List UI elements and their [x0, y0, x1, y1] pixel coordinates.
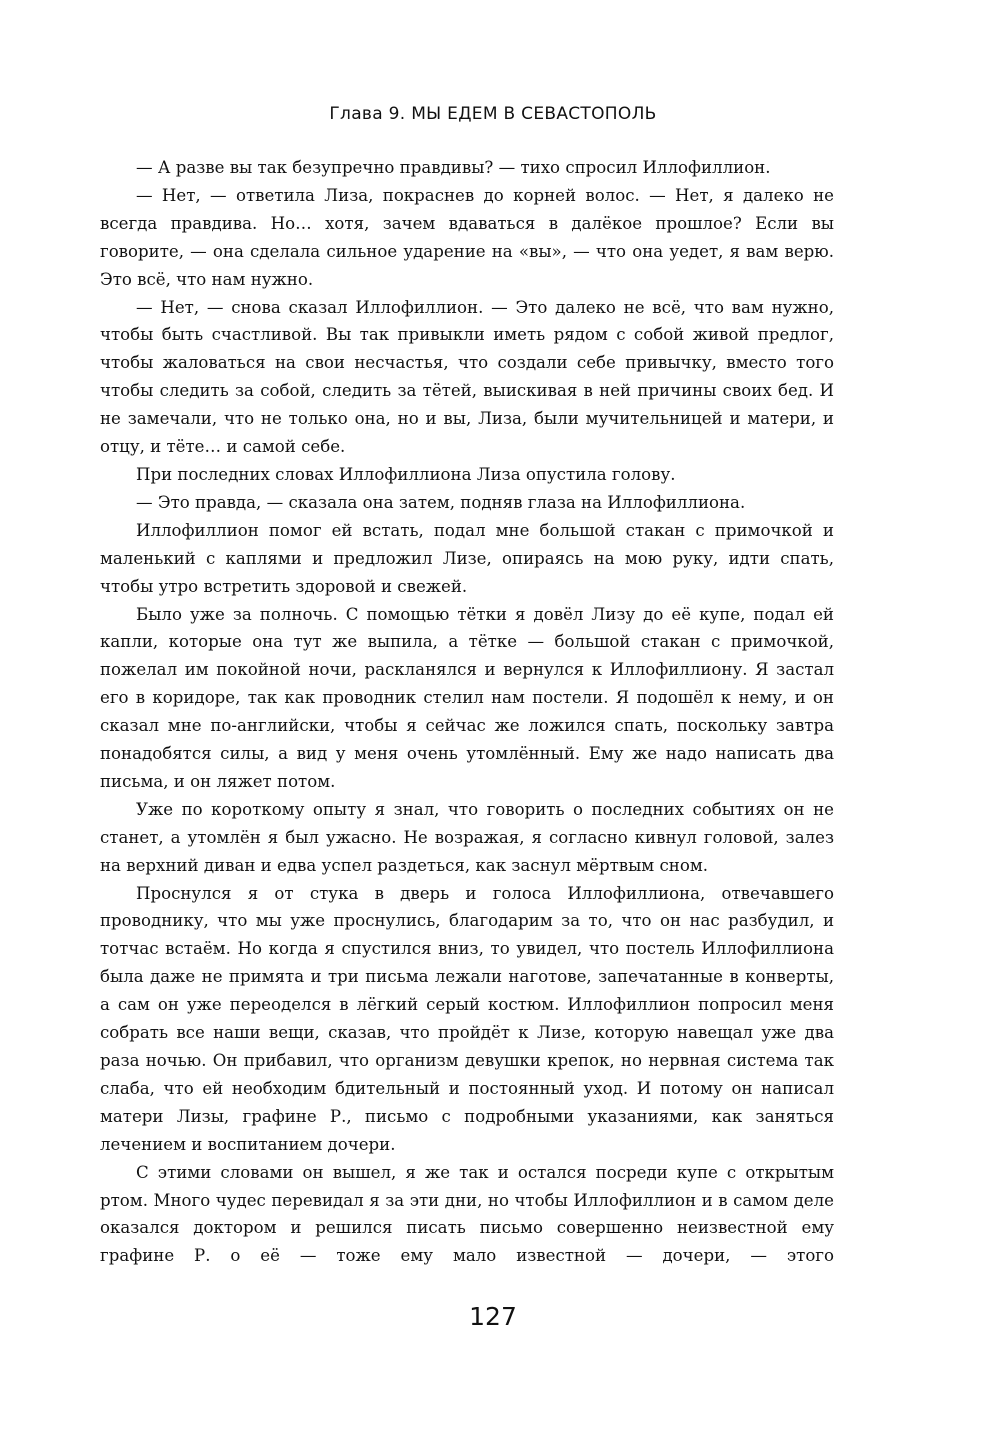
paragraph: Проснулся я от стука в дверь и голоса Иллофиллиона, отвечавшего проводнику, что мы уже проснулись, благодарим за то, что он нас разбудил, и тотчас встаём. Но когда я спустился вниз, то увидел, что постель Иллофиллиона была даже не примята и три письма лежали наготове, запечатанные в конверты, а сам он уже переоделся в лёгкий серый костюм. Иллофиллион попросил меня собрать все наши вещи, сказав, что пройдёт к Лизе, которую навещал уже два раза ночью. Он прибавил, что организм девушки крепок, но нервная система так слаба, что ей необходим бдительный и постоянный уход. И потому он написал матери Лизы, графине Р., письмо с подробными указаниями, как заняться лечением и воспитанием дочери. [100, 883, 834, 1154]
body-text [100, 154, 834, 1270]
paragraph: Иллофиллион помог ей встать, подал мне большой стакан с примочкой и маленький с каплями и предложил Лизе, опираясь на мою руку, идти спать, чтобы утро встретить здоровой и свежей. [100, 520, 834, 596]
paragraph: — Нет, — снова сказал Иллофиллион. — Это далеко не всё, что вам нужно, чтобы быть счастливой. Вы так привыкли иметь рядом с собой живой предлог, чтобы жаловаться на свои несчастья, что создали себе привычку, вместо того чтобы следить за собой, следить за тётей, выискивая в ней причины своих бед. И не замечали, что не только она, но и вы, Лиза, были мучительницей и матери, и отцу, и тёте… и самой себе. [100, 297, 834, 457]
paragraph: При последних словах Иллофиллиона Лиза опустила голову. [136, 464, 676, 484]
paragraph: — А разве вы так безупречно правдивы? — тихо спросил Иллофиллион. [136, 158, 771, 177]
paragraph: Было уже за полночь. С помощью тётки я довёл Лизу до её купе, подал ей капли, которые она тут же выпила, а тётке — большой стакан с примочкой, пожелал им покойной ночи, раскланялся и вернулся к Иллофиллиону. Я застал его в коридоре, так как проводник стелил нам постели. Я подошёл к нему, и он сказал мне по-английски, чтобы я сейчас же ложился спать, поскольку завтра понадобятся силы, а вид у меня очень утомлённый. Ему же надо написать два письма, и он ляжет потом. [100, 604, 834, 791]
paragraph: — Нет, — ответила Лиза, покраснев до корней волос. — Нет, я далеко не всегда правдива. Но… хотя, зачем вдаваться в далёкое прошлое? Если вы говорите, — она сделала сильное ударение на «вы», — что она уедет, я вам верю. Это всё, что нам нужно. [100, 185, 834, 289]
paragraph: Уже по короткому опыту я знал, что говорить о последних событиях он не станет, а утомлён я был ужасно. Не возражая, я согласно кивнул головой, залез на верхний диван и едва успел раздеться, как заснул мёртвым сном. [100, 799, 834, 875]
paragraph: — Это правда, — сказала она затем, подняв глаза на Иллофиллиона. [136, 492, 746, 512]
running-head: Глава 9. МЫ ЕДЕМ В СЕВАСТОПОЛЬ [329, 104, 657, 124]
paragraph: С этими словами он вышел, я же так и остался посреди купе с открытым ртом. Много чудес перевидал я за эти дни, но чтобы Иллофиллион и в самом деле оказался доктором и решился писать письмо совершенно неизвестной ему графине Р. о её — тоже ему мало известной — дочери, — этого [100, 1162, 834, 1266]
page-number: 127 [469, 1302, 517, 1331]
